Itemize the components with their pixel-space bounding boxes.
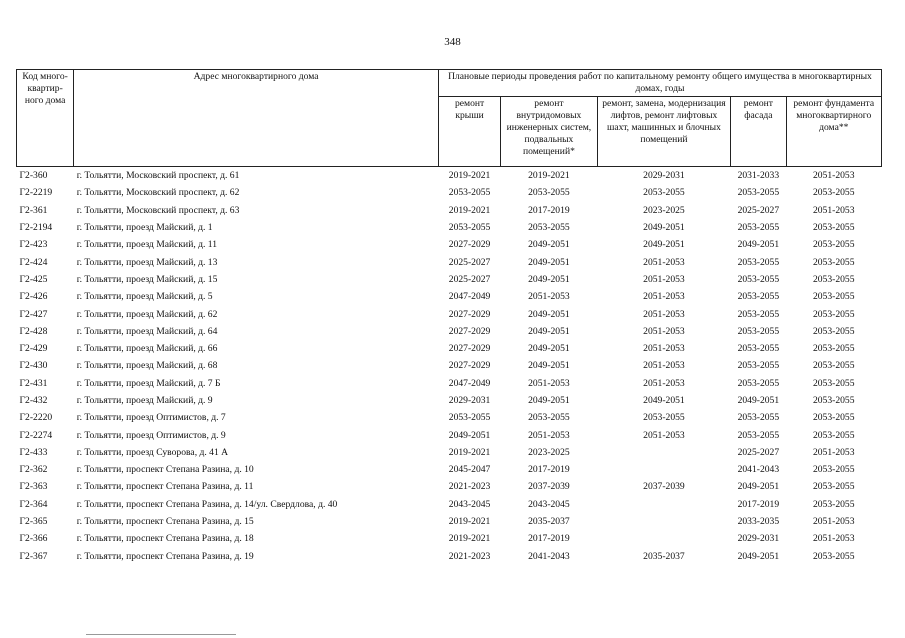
code-cell: Г2-432 — [19, 395, 48, 406]
facade-cell: 2049-2051 — [737, 395, 780, 406]
table-row — [17, 444, 882, 461]
systems-cell: 2049-2051 — [528, 256, 570, 268]
systems-cell: 2053-2055 — [528, 412, 570, 424]
elevators-cell — [597, 444, 731, 461]
address-cell: г. Тольятти, Московский проспект, д. 61 — [76, 170, 240, 182]
table-row — [17, 236, 882, 253]
roof-cell: 2027-2029 — [448, 343, 491, 355]
roof-cell: 2027-2029 — [448, 360, 491, 372]
foundation-cell: 2053-2055 — [812, 308, 855, 320]
repair-schedule-table — [16, 69, 882, 565]
code-cell: Г2-424 — [19, 256, 48, 268]
header-address: Адрес многоквартирного дома — [74, 70, 439, 167]
roof-cell: 2043-2045 — [448, 498, 491, 510]
code-cell: Г2-2274 — [19, 429, 53, 441]
address-cell: г. Тольятти, проезд Майский, д. 7 Б — [76, 377, 221, 389]
facade-cell: 2049-2051 — [737, 239, 780, 251]
table-row — [17, 219, 882, 236]
foundation-cell: 2053-2055 — [812, 377, 855, 389]
roof-cell: 2027-2029 — [448, 308, 491, 320]
systems-cell: 2049-2051 — [528, 273, 570, 285]
address-cell: г. Тольятти, проезд Майский, д. 64 — [76, 325, 218, 337]
foundation-cell: 2051-2053 — [812, 170, 855, 182]
table-body — [17, 167, 882, 565]
foundation-cell: 2051-2053 — [812, 446, 855, 458]
address-cell: г. Тольятти, проспект Степана Разина, д. 14/ул. Свердлова, д. 40 — [76, 498, 338, 510]
address-cell: г. Тольятти, проезд Майский, д. 11 — [76, 239, 218, 251]
header-roof: ремонт крыши — [438, 97, 500, 167]
table-row — [17, 340, 882, 357]
header-elevators: ремонт, замена, модернизация лифтов, ремонт лифтовых шахт, машинных и блочных помещений — [597, 97, 731, 167]
foundation-cell: 2053-2055 — [812, 325, 855, 337]
table-row — [17, 426, 882, 443]
roof-cell: 2049-2051 — [448, 429, 491, 441]
systems-cell: 2049-2051 — [528, 343, 570, 355]
roof-cell: 2027-2029 — [448, 325, 491, 337]
roof-cell: 2021-2023 — [448, 550, 491, 562]
table-row — [17, 184, 882, 201]
header-systems: ремонт внутридомовых инженерных систем, подвальных помещений* — [501, 97, 597, 167]
elevators-cell: 2051-2053 — [643, 343, 685, 355]
address-cell: г. Тольятти, проезд Майский, д. 5 — [76, 291, 213, 303]
systems-cell: 2049-2051 — [528, 308, 570, 320]
facade-cell: 2053-2055 — [737, 360, 780, 372]
table-row — [17, 392, 882, 409]
systems-cell: 2017-2019 — [528, 204, 570, 216]
facade-cell: 2053-2055 — [737, 291, 780, 303]
code-cell: Г2-423 — [19, 239, 48, 251]
foundation-cell: 2053-2055 — [812, 360, 855, 372]
code-cell: Г2-364 — [19, 498, 48, 510]
systems-cell: 2049-2051 — [528, 395, 570, 406]
code-cell: Г2-426 — [19, 291, 48, 303]
facade-cell: 2053-2055 — [737, 429, 780, 441]
address-cell: г. Тольятти, Московский проспект, д. 63 — [76, 204, 240, 216]
systems-cell: 2023-2025 — [528, 446, 570, 458]
foundation-cell: 2053-2055 — [812, 464, 855, 476]
code-cell: Г2-2220 — [19, 412, 53, 424]
systems-cell: 2051-2053 — [528, 291, 570, 303]
table-row — [17, 253, 882, 270]
address-cell: г. Тольятти, проспект Степана Разина, д. 18 — [76, 533, 254, 545]
elevators-cell: 2051-2053 — [643, 325, 685, 337]
code-cell: Г2-429 — [19, 343, 48, 355]
systems-cell: 2053-2055 — [528, 222, 570, 234]
facade-cell: 2049-2051 — [737, 550, 780, 562]
address-cell: г. Тольятти, проспект Степана Разина, д. 10 — [76, 464, 254, 476]
address-cell: г. Тольятти, проезд Майский, д. 1 — [76, 222, 213, 234]
table-row — [17, 202, 882, 219]
elevators-cell: 2023-2025 — [643, 204, 685, 216]
code-cell: Г2-2219 — [19, 187, 53, 199]
address-cell: г. Тольятти, проезд Майский, д. 9 — [76, 395, 213, 406]
address-cell: г. Тольятти, проезд Майский, д. 62 — [76, 308, 218, 320]
address-cell: г. Тольятти, проезд Майский, д. 15 — [76, 273, 218, 285]
elevators-cell — [597, 530, 731, 547]
code-cell: Г2-433 — [19, 446, 48, 458]
foundation-cell: 2053-2055 — [812, 256, 855, 268]
systems-cell: 2049-2051 — [528, 239, 570, 251]
header-periods: Плановые периоды проведения работ по капитальному ремонту общего имущества в многоквартирных домах, годы — [438, 70, 881, 97]
code-cell: Г2-425 — [19, 273, 48, 285]
systems-cell: 2049-2051 — [528, 360, 570, 372]
roof-cell: 2019-2021 — [448, 204, 491, 216]
header-code: Код много-квартир-ного дома — [17, 70, 74, 167]
code-cell: Г2-361 — [19, 204, 48, 216]
roof-cell: 2047-2049 — [448, 377, 491, 389]
code-cell: Г2-427 — [19, 308, 48, 320]
facade-cell: 2053-2055 — [737, 412, 780, 424]
roof-cell: 2025-2027 — [448, 256, 491, 268]
foundation-cell: 2051-2053 — [812, 516, 855, 528]
table-row — [17, 288, 882, 305]
elevators-cell: 2051-2053 — [643, 273, 685, 285]
elevators-cell: 2049-2051 — [643, 239, 685, 251]
facade-cell: 2053-2055 — [737, 308, 780, 320]
foundation-cell: 2053-2055 — [812, 550, 855, 562]
facade-cell: 2053-2055 — [737, 187, 780, 199]
systems-cell: 2053-2055 — [528, 187, 570, 199]
header-facade: ремонт фасада — [731, 97, 786, 167]
foundation-cell: 2053-2055 — [812, 481, 855, 493]
table-header — [17, 70, 882, 167]
table-row — [17, 323, 882, 340]
code-cell: Г2-2194 — [19, 222, 53, 234]
code-cell: Г2-367 — [19, 550, 48, 562]
elevators-cell: 2029-2031 — [643, 170, 685, 182]
elevators-cell: 2051-2053 — [643, 308, 685, 320]
table-row — [17, 513, 882, 530]
systems-cell: 2051-2053 — [528, 377, 570, 389]
foundation-cell: 2053-2055 — [812, 187, 855, 199]
code-cell: Г2-366 — [19, 533, 48, 545]
table-row — [17, 478, 882, 495]
systems-cell: 2017-2019 — [528, 533, 570, 545]
systems-cell: 2049-2051 — [528, 325, 570, 337]
facade-cell: 2029-2031 — [737, 533, 780, 545]
elevators-cell: 2035-2037 — [643, 550, 685, 562]
roof-cell: 2027-2029 — [448, 239, 491, 251]
systems-cell: 2041-2043 — [528, 550, 570, 562]
table-row — [17, 496, 882, 513]
facade-cell: 2049-2051 — [737, 481, 780, 493]
foundation-cell: 2053-2055 — [812, 395, 855, 406]
roof-cell: 2053-2055 — [448, 187, 491, 199]
elevators-cell: 2051-2053 — [643, 291, 685, 303]
table-row — [17, 357, 882, 374]
address-cell: г. Тольятти, проспект Степана Разина, д. 19 — [76, 550, 254, 562]
roof-cell: 2019-2021 — [448, 533, 491, 545]
facade-cell: 2053-2055 — [737, 273, 780, 285]
foundation-cell: 2053-2055 — [812, 429, 855, 441]
foundation-cell: 2053-2055 — [812, 291, 855, 303]
foundation-cell: 2051-2053 — [812, 533, 855, 545]
systems-cell: 2037-2039 — [528, 481, 570, 493]
header-foundation: ремонт фундамента многоквартирного дома** — [786, 97, 882, 167]
address-cell: г. Тольятти, проспект Степана Разина, д. 15 — [76, 516, 254, 528]
address-cell: г. Тольятти, проезд Майский, д. 13 — [76, 256, 218, 268]
roof-cell: 2019-2021 — [448, 170, 491, 182]
code-cell: Г2-360 — [19, 170, 48, 182]
foundation-cell: 2053-2055 — [812, 222, 855, 234]
table-row — [17, 548, 882, 565]
roof-cell: 2019-2021 — [448, 516, 491, 528]
elevators-cell: 2051-2053 — [643, 256, 685, 268]
page-number: 348 — [444, 36, 461, 48]
elevators-cell: 2053-2055 — [643, 412, 685, 424]
facade-cell: 2017-2019 — [737, 498, 780, 510]
roof-cell: 2021-2023 — [448, 481, 491, 493]
roof-cell: 2053-2055 — [448, 222, 491, 234]
foundation-cell: 2051-2053 — [812, 204, 855, 216]
facade-cell: 2025-2027 — [737, 204, 780, 216]
footnote-divider — [86, 634, 236, 635]
elevators-cell — [597, 513, 731, 530]
address-cell: г. Тольятти, проезд Суворова, д. 41 А — [76, 446, 229, 458]
systems-cell: 2017-2019 — [528, 464, 570, 476]
elevators-cell: 2051-2053 — [643, 429, 685, 441]
foundation-cell: 2053-2055 — [812, 239, 855, 251]
code-cell: Г2-431 — [19, 377, 48, 389]
facade-cell: 2031-2033 — [737, 170, 780, 182]
code-cell: Г2-363 — [19, 481, 48, 493]
roof-cell: 2029-2031 — [448, 395, 491, 406]
address-cell: г. Тольятти, Московский проспект, д. 62 — [76, 187, 240, 199]
address-cell: г. Тольятти, проезд Майский, д. 66 — [76, 343, 218, 355]
roof-cell: 2025-2027 — [448, 273, 491, 285]
facade-cell: 2053-2055 — [737, 343, 780, 355]
elevators-cell: 2037-2039 — [643, 481, 685, 493]
code-cell: Г2-428 — [19, 325, 48, 337]
table-row — [17, 271, 882, 288]
systems-cell: 2043-2045 — [528, 498, 570, 510]
table-row — [17, 409, 882, 426]
roof-cell: 2019-2021 — [448, 446, 491, 458]
code-cell: Г2-362 — [19, 464, 48, 476]
elevators-cell — [597, 496, 731, 513]
elevators-cell: 2049-2051 — [643, 222, 685, 234]
address-cell: г. Тольятти, проезд Оптимистов, д. 9 — [76, 429, 226, 441]
foundation-cell: 2053-2055 — [812, 273, 855, 285]
systems-cell: 2051-2053 — [528, 429, 570, 441]
address-cell: г. Тольятти, проспект Степана Разина, д. 11 — [76, 481, 254, 493]
elevators-cell: 2049-2051 — [643, 395, 685, 406]
foundation-cell: 2053-2055 — [812, 412, 855, 424]
elevators-cell: 2053-2055 — [643, 187, 685, 199]
facade-cell: 2041-2043 — [737, 464, 780, 476]
elevators-cell: 2051-2053 — [643, 360, 685, 372]
code-cell: Г2-430 — [19, 360, 48, 372]
roof-cell: 2047-2049 — [448, 291, 491, 303]
systems-cell: 2019-2021 — [528, 170, 570, 182]
table-row — [17, 461, 882, 478]
systems-cell: 2035-2037 — [528, 516, 570, 528]
facade-cell: 2033-2035 — [737, 516, 780, 528]
foundation-cell: 2053-2055 — [812, 498, 855, 510]
facade-cell: 2053-2055 — [737, 325, 780, 337]
facade-cell: 2053-2055 — [737, 222, 780, 234]
roof-cell: 2053-2055 — [448, 412, 491, 424]
elevators-cell — [597, 461, 731, 478]
foundation-cell: 2053-2055 — [812, 343, 855, 355]
roof-cell: 2045-2047 — [448, 464, 491, 476]
table-row — [17, 305, 882, 322]
code-cell: Г2-365 — [19, 516, 48, 528]
elevators-cell: 2051-2053 — [643, 377, 685, 389]
facade-cell: 2053-2055 — [737, 377, 780, 389]
table-row — [17, 167, 882, 185]
facade-cell: 2025-2027 — [737, 446, 780, 458]
table-row — [17, 375, 882, 392]
facade-cell: 2053-2055 — [737, 256, 780, 268]
address-cell: г. Тольятти, проезд Оптимистов, д. 7 — [76, 412, 226, 424]
table-row — [17, 530, 882, 547]
address-cell: г. Тольятти, проезд Майский, д. 68 — [76, 360, 218, 372]
